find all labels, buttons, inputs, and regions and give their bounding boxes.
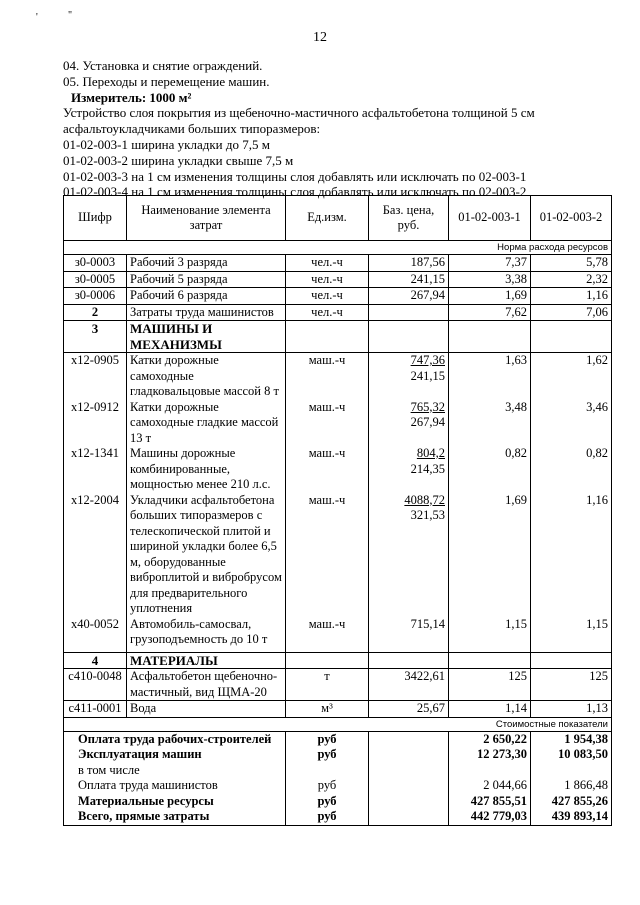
cell-value-2: 1,62	[531, 353, 612, 400]
price-value: 747,36	[410, 353, 445, 367]
cell-code: 2	[64, 304, 127, 321]
summary-row	[64, 794, 612, 810]
summary-label: Оплата труда машинистов	[64, 778, 286, 794]
cell-code: с410-0048	[64, 669, 127, 701]
summary-value-2: 10 083,50	[531, 747, 612, 763]
summary-value-2: 439 893,14	[531, 809, 612, 825]
cell-value-1: 1,15	[449, 617, 531, 653]
separator-label: Стоимостные показатели	[64, 717, 612, 731]
cell-code: з0-0005	[64, 271, 127, 288]
measure-unit: Измеритель: 1000 м²	[71, 89, 192, 105]
cell-name: Автомобиль-самосвал, грузоподъемность до 10 т	[127, 617, 286, 653]
table-row	[64, 669, 612, 701]
summary-value-1: 2 650,22	[449, 731, 531, 747]
cell-value-1: 1,69	[449, 288, 531, 305]
summary-value-1: 442 779,03	[449, 809, 531, 825]
cell-unit: чел.-ч	[286, 288, 369, 305]
cell-name: Вода	[127, 701, 286, 718]
summary-value-1: 12 273,30	[449, 747, 531, 763]
description-line: 01-02-003-1 ширина укладки до 7,5 м	[63, 136, 270, 152]
cell-name: Рабочий 3 разряда	[127, 255, 286, 272]
description-line: 01-02-003-4 на 1 см изменения толщины слоя добавлять или исключать по 02-003-2	[63, 184, 527, 200]
section-title: МАШИНЫ И МЕХАНИЗМЫ	[127, 321, 286, 353]
section-code: 4	[64, 652, 127, 669]
summary-value-1: 427 855,51	[449, 794, 531, 810]
cell-value-2: 1,13	[531, 701, 612, 718]
separator-row	[64, 717, 612, 731]
cell-price	[369, 400, 449, 447]
intro-line: 05. Переходы и перемещение машин.	[63, 73, 270, 89]
cell-value-1: 125	[449, 669, 531, 701]
summary-row	[64, 747, 612, 763]
cell-value-2: 1,15	[531, 617, 612, 653]
summary-row	[64, 763, 612, 779]
cell-value-2: 0,82	[531, 446, 612, 493]
cell-value-1: 1,14	[449, 701, 531, 718]
summary-label: Всего, прямые затраты	[64, 809, 286, 825]
price-value: 765,32	[410, 399, 445, 414]
cell-empty	[449, 321, 531, 353]
cell-unit: т	[286, 669, 369, 701]
cell-empty	[369, 731, 449, 747]
cell-price: 241,15	[369, 271, 449, 288]
cell-empty	[369, 794, 449, 810]
cell-unit: чел.-ч	[286, 255, 369, 272]
summary-unit: руб	[286, 809, 369, 825]
cell-price	[369, 446, 449, 493]
header-price: Баз. цена, руб.	[369, 196, 449, 241]
cell-code: х12-2004	[64, 493, 127, 617]
cell-name: Укладчики асфальтобетона больших типоразмеров с телескопической плитой и шириной укладки более 6,5 м, оборудованные виброплитой и вибробрусом для предварительного уплотнения	[127, 493, 286, 617]
table-row	[64, 400, 612, 447]
cell-empty	[286, 321, 369, 353]
cell-unit: маш.-ч	[286, 493, 369, 617]
cell-unit: маш.-ч	[286, 446, 369, 493]
cell-value-1: 3,38	[449, 271, 531, 288]
cell-value-2: 125	[531, 669, 612, 701]
table-header-row	[64, 196, 612, 241]
summary-label: Эксплуатация машин	[64, 747, 286, 763]
separator-label: Норма расхода ресурсов	[64, 241, 612, 255]
machinist-wage: 214,35	[410, 461, 445, 476]
table-row	[64, 701, 612, 718]
summary-unit: руб	[286, 794, 369, 810]
table-row	[64, 617, 612, 653]
machinist-wage: 241,15	[410, 368, 445, 383]
cell-unit: чел.-ч	[286, 304, 369, 321]
cell-empty	[449, 652, 531, 669]
cell-name: Асфальтобетон щебеночно-мастичный, вид ЩМА-20	[127, 669, 286, 701]
summary-row	[64, 809, 612, 825]
machinist-wage: 321,53	[410, 508, 445, 522]
table-row	[64, 446, 612, 493]
cell-code: х12-1341	[64, 446, 127, 493]
intro-block	[63, 58, 623, 200]
cell-empty	[369, 652, 449, 669]
cell-value-1: 1,69	[449, 493, 531, 617]
cell-code: х12-0912	[64, 400, 127, 447]
cell-empty	[286, 652, 369, 669]
cell-price: 187,56	[369, 255, 449, 272]
price-value: 804,2	[416, 446, 445, 460]
summary-unit	[286, 763, 369, 779]
summary-value-2	[531, 763, 612, 779]
cell-name: Рабочий 6 разряда	[127, 288, 286, 305]
table-row	[64, 271, 612, 288]
cell-name: Рабочий 5 разряда	[127, 271, 286, 288]
description-line: асфальтоукладчиками больших типоразмеров:	[63, 121, 321, 137]
intro-line: 04. Установка и снятие ограждений.	[63, 58, 263, 73]
description-line: 01-02-003-3 на 1 см изменения толщины слоя добавлять или исключать по 02-003-1	[63, 168, 527, 184]
cell-price	[369, 304, 449, 321]
summary-unit: руб	[286, 731, 369, 747]
cell-name: Катки дорожные самоходные гладковальцовые массой 8 т	[127, 353, 286, 400]
cell-empty	[369, 763, 449, 779]
cell-code: х12-0905	[64, 353, 127, 400]
cell-unit: м³	[286, 701, 369, 718]
cell-unit: маш.-ч	[286, 400, 369, 447]
cell-price	[369, 353, 449, 400]
cell-price	[369, 617, 449, 653]
summary-row	[64, 731, 612, 747]
cell-name: Катки дорожные самоходные гладкие массой 13 т	[127, 400, 286, 447]
cell-unit: маш.-ч	[286, 617, 369, 653]
cell-price	[369, 493, 449, 617]
cell-unit: чел.-ч	[286, 271, 369, 288]
cell-value-1: 3,48	[449, 400, 531, 447]
cell-code: с411-0001	[64, 701, 127, 718]
summary-label: Материальные ресурсы	[64, 794, 286, 810]
cell-unit: маш.-ч	[286, 353, 369, 400]
cell-code: з0-0003	[64, 255, 127, 272]
price-value: 4088,72	[404, 492, 445, 507]
cell-value-2: 1,16	[531, 288, 612, 305]
cell-empty	[369, 809, 449, 825]
cell-value-1: 7,62	[449, 304, 531, 321]
cell-code: х40-0052	[64, 617, 127, 653]
corner-mark: '	[36, 12, 38, 23]
section-row	[64, 652, 612, 669]
section-row	[64, 321, 612, 353]
summary-value-2: 1 866,48	[531, 778, 612, 794]
separator-row	[64, 241, 612, 255]
table-row	[64, 304, 612, 321]
summary-value-1: 2 044,66	[449, 778, 531, 794]
machinist-wage: 267,94	[410, 415, 445, 429]
section-title: МАТЕРИАЛЫ	[127, 652, 286, 669]
cell-empty	[531, 321, 612, 353]
cell-value-2: 3,46	[531, 400, 612, 447]
cell-value-2: 5,78	[531, 255, 612, 272]
table-row	[64, 288, 612, 305]
summary-value-2: 1 954,38	[531, 731, 612, 747]
header-code: Шифр	[64, 196, 127, 241]
page-number: 12	[313, 30, 327, 45]
cell-price: 267,94	[369, 288, 449, 305]
summary-label: Оплата труда рабочих-строителей	[64, 731, 286, 747]
summary-unit: руб	[286, 778, 369, 794]
summary-value-2: 427 855,26	[531, 794, 612, 810]
header-name: Наименование элемента затрат	[127, 196, 286, 241]
price-value: 715,14	[410, 616, 445, 631]
summary-unit: руб	[286, 747, 369, 763]
cell-value-2: 2,32	[531, 271, 612, 288]
cell-name: Машины дорожные комбинированные, мощностью менее 210 л.с.	[127, 446, 286, 493]
cell-value-2: 7,06	[531, 304, 612, 321]
cell-empty	[531, 652, 612, 669]
cell-price: 3422,61	[369, 669, 449, 701]
cell-value-1: 7,37	[449, 255, 531, 272]
corner-mark: "	[68, 10, 73, 21]
header-unit: Ед.изм.	[286, 196, 369, 241]
summary-label: в том числе	[64, 763, 286, 779]
summary-value-1	[449, 763, 531, 779]
cell-price: 25,67	[369, 701, 449, 718]
cell-empty	[369, 321, 449, 353]
cell-value-1: 0,82	[449, 446, 531, 493]
header-col2: 01-02-003-2	[531, 196, 612, 241]
table-row	[64, 255, 612, 272]
description-line: 01-02-003-2 ширина укладки свыше 7,5 м	[63, 152, 294, 168]
description-line: Устройство слоя покрытия из щебеночно-мастичного асфальтобетона толщиной 5 см	[63, 105, 535, 121]
resource-table	[63, 195, 612, 826]
cell-empty	[369, 747, 449, 763]
header-col1: 01-02-003-1	[449, 196, 531, 241]
summary-row	[64, 778, 612, 794]
cell-empty	[369, 778, 449, 794]
cell-name: Затраты труда машинистов	[127, 304, 286, 321]
cell-value-1: 1,63	[449, 353, 531, 400]
cell-value-2: 1,16	[531, 493, 612, 617]
cell-code: з0-0006	[64, 288, 127, 305]
table-row	[64, 493, 612, 617]
section-code: 3	[64, 321, 127, 353]
table-row	[64, 353, 612, 400]
